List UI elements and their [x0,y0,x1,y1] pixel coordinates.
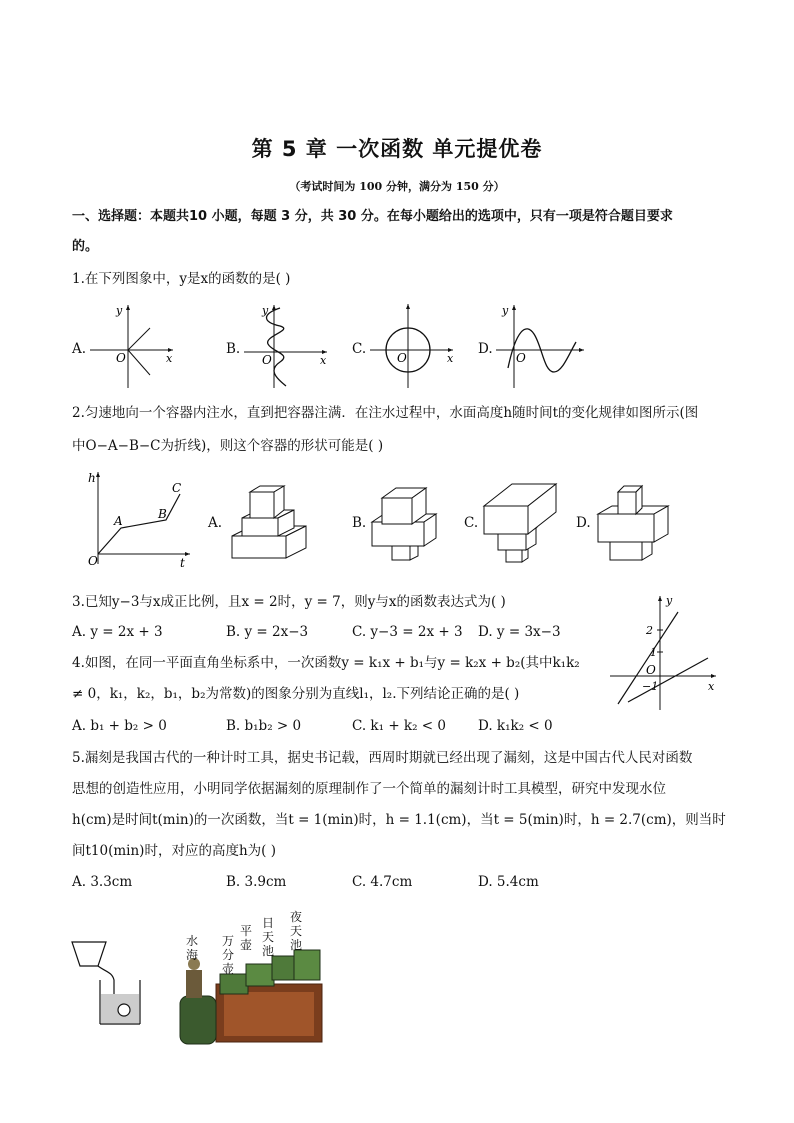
point-b-label: B [158,507,167,521]
point-c-label: C [172,481,182,495]
q1-graph-b [242,300,332,390]
q5-stem-line2: 思想的创造性应用，小明同学依据漏刻的原理制作了一个简单的漏刻计时工具模型，研究中发现水位 [72,781,666,797]
q4-option-b: B. b₁b₂ > 0 [226,718,302,734]
q5-option-d: D. 5.4cm [478,874,539,890]
q2-height-time-graph [76,468,194,568]
axis-x-label: x [708,680,715,693]
axis-x-label: x [447,352,454,365]
q5-option-a: A. 3.3cm [72,874,133,890]
q2-container-c [482,482,558,564]
q1-graph-d [494,300,589,390]
q4-coordinate-graph [608,592,720,714]
q3-option-c: C. y−3 = 2x + 3 [352,624,463,640]
q1-stem: 1.在下列图象中，y是x的函数的是( ) [72,271,291,287]
q2-option-b: B. [352,515,367,531]
q3-option-b: B. y = 2x−3 [226,624,309,640]
q1-option-d: D. [478,341,493,357]
section-heading-line1: 一、选择题：本题共10 小题，每题 3 分，共 30 分。在每小题给出的选项中，只有一项是符合题目要求 [72,209,673,224]
axis-t-label: t [180,556,185,568]
q4-stem-line2: ≠ 0，k₁，k₂，b₁，b₂为常数)的图象分别为直线l₁，l₂.下列结论正确的是( ) [72,686,520,702]
axis-y-label: y [262,304,269,317]
q2-stem-line1: 2.匀速地向一个容器内注水，直到把容器注满．在注水过程中，水面高度h随时间t的变化规律如图所示(图 [72,405,699,421]
q1-option-b: B. [226,341,241,357]
tick-two: 2 [646,624,653,637]
page-title: 第 5 章 一次函数 单元提优卷 [251,137,543,161]
tick-neg-one: −1 [642,680,659,693]
q5-stem-line4: 间t10(min)时，对应的高度h为( ) [72,843,276,859]
q5-stem-line1: 5.漏刻是我国古代的一种计时工具，据史书记载，西周时期就已经出现了漏刻，这是中国古代人民对函数 [72,750,693,766]
q5-option-b: B. 3.9cm [226,874,287,890]
point-a-label: A [114,514,123,528]
q4-option-a: A. b₁ + b₂ > 0 [72,718,167,734]
axis-x-label: x [166,352,173,365]
axis-y-label: y [116,304,123,317]
q2-stem-line2: 中O−A−B−C为折线)，则这个容器的形状可能是( ) [72,438,384,454]
tick-one: 1 [650,646,657,659]
q5-option-c: C. 4.7cm [352,874,413,890]
q2-container-a [228,478,310,562]
q5-stem-line3: h(cm)是时间t(min)的一次函数，当t = 1(min)时，h = 1.1(cm)，当t = 5(min)时，h = 2.7(cm)，则当时 [72,812,726,828]
q4-option-d: D. k₁k₂ < 0 [478,718,553,734]
q1-option-c: C. [352,341,367,357]
q1-graph-a [88,300,178,390]
q3-option-a: A. y = 2x + 3 [72,624,163,640]
origin-label: O [116,351,126,365]
label-shui-hai: 水海 [186,934,199,962]
q3-stem: 3.已知y−3与x成正比例，且x = 2时，y = 7，则y与x的函数表达式为( ) [72,594,506,610]
water-clock-model [68,936,148,1028]
label-ping-hu: 平壶 [240,924,253,952]
axis-y-label: y [502,304,509,317]
q3-option-d: D. y = 3x−3 [478,624,561,640]
origin-label: O [646,663,656,677]
label-ye-tian-chi: 夜天池 [290,910,303,952]
label-ri-tian-chi: 日天池 [262,916,275,958]
section-heading-line2: 的。 [72,239,99,254]
q2-container-d [596,484,670,564]
q2-option-d: D. [576,515,591,531]
q2-option-a: A. [208,515,223,531]
exam-info: （考试时间为 100 分钟，满分为 150 分） [289,180,505,193]
origin-label: O [397,351,407,365]
origin-label: O [88,554,98,568]
origin-label: O [516,351,526,365]
origin-label: O [262,353,272,367]
q1-graph-c [368,300,458,390]
q1-option-a: A. [72,341,87,357]
label-wan-fen-hu: 万分壶 [222,934,235,976]
axis-y-label: y [666,594,673,607]
axis-x-label: x [320,354,327,367]
q4-option-c: C. k₁ + k₂ < 0 [352,718,446,734]
axis-h-label: h [88,471,96,485]
q2-container-b [370,484,440,564]
q2-option-c: C. [464,515,479,531]
q4-stem-line1: 4.如图，在同一平面直角坐标系中，一次函数y = k₁x + b₁与y = k₂x + b₂(其中k₁k₂ [72,655,580,671]
